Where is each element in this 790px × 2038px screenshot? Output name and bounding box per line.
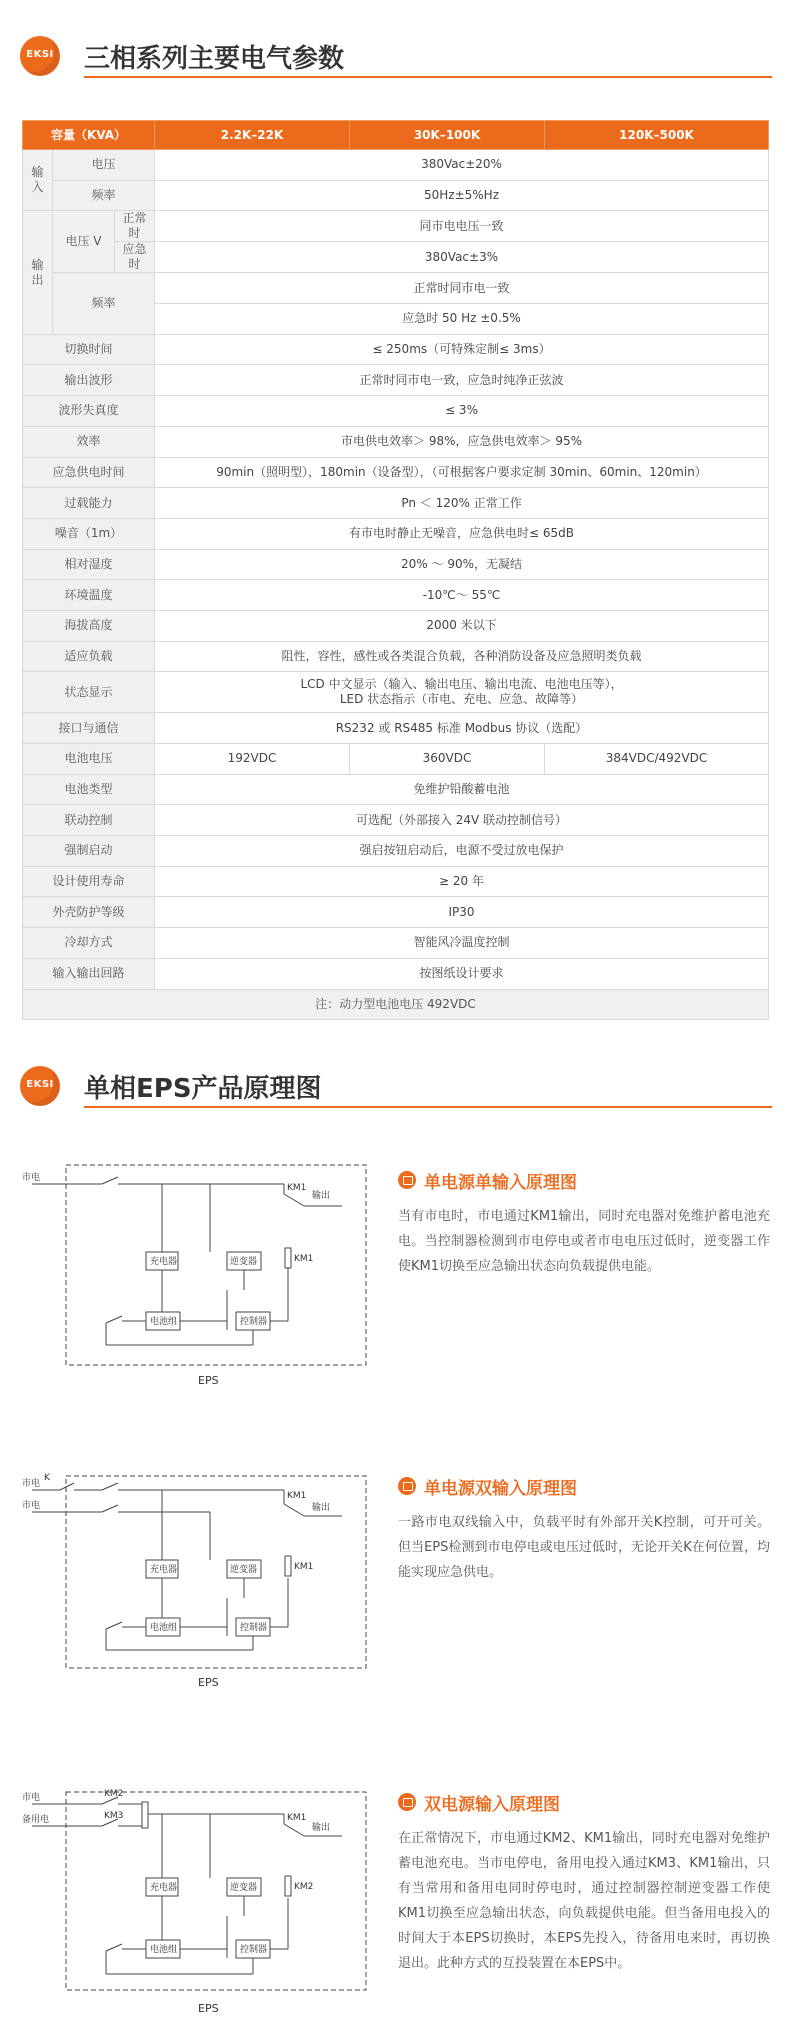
switch-contact	[106, 1316, 122, 1323]
table-row	[23, 273, 769, 304]
label-charger: 充电器	[150, 1565, 178, 1575]
row-value: 正常时同市电一致	[155, 273, 769, 304]
row-label: 联动控制	[23, 805, 155, 836]
row-value: 可选配（外部接入 24V 联动控制信号）	[155, 805, 769, 836]
row-value: 50Hz±5%Hz	[155, 180, 769, 211]
label-controller: 控制器	[240, 1945, 268, 1955]
output-group-label: 输出	[23, 211, 53, 334]
row-value: ≥ 20 年	[155, 866, 769, 897]
transfer-box	[142, 1802, 148, 1828]
table-row	[23, 211, 769, 242]
table-row	[23, 242, 769, 273]
table-row	[23, 928, 769, 959]
row-label: 相对湿度	[23, 549, 155, 580]
row-label: 电池类型	[23, 774, 155, 805]
table-row	[23, 150, 769, 181]
document-icon	[398, 1477, 416, 1495]
row-value: 应急时 50 Hz ±0.5%	[155, 304, 769, 335]
row-label: 过载能力	[23, 488, 155, 519]
document-icon	[398, 1793, 416, 1811]
row-value: 380Vac±20%	[155, 150, 769, 181]
row-value: RS232 或 RS485 标准 Modbus 协议（选配）	[155, 713, 769, 744]
label-km1: KM1	[287, 1491, 307, 1501]
switch-contact	[102, 1177, 118, 1184]
table-row	[23, 672, 769, 713]
label-output: 输出	[312, 1191, 331, 1201]
label-km2-coil: KM2	[294, 1882, 314, 1892]
table-row	[23, 457, 769, 488]
row-value: 阻性，容性，感性或各类混合负载，各种消防设备及应急照明类负载	[155, 641, 769, 672]
label-controller: 控制器	[240, 1317, 268, 1327]
row-label: 效率	[23, 426, 155, 457]
description-header	[398, 1790, 770, 1816]
row-label: 波形失真度	[23, 396, 155, 427]
row-label: 外壳防护等级	[23, 897, 155, 928]
row-label: 状态显示	[23, 672, 155, 713]
label-k: K	[44, 1473, 50, 1483]
table-row	[23, 774, 769, 805]
label-backup: 备用电	[22, 1815, 50, 1825]
table-row	[23, 365, 769, 396]
status-line-1: LCD 中文显示（输入、输出电压、输出电流、电池电压等），	[300, 677, 623, 692]
label-eps: EPS	[198, 1374, 219, 1387]
label-output: 输出	[312, 1823, 331, 1833]
km1-contact	[284, 1824, 304, 1836]
label-controller: 控制器	[240, 1623, 268, 1633]
row-value: 按图纸设计要求	[155, 958, 769, 989]
description-title: 单电源双输入原理图	[424, 1479, 577, 1499]
diagram-description	[398, 1790, 770, 1976]
section-header-params	[20, 34, 772, 78]
km1-contact	[284, 1504, 304, 1516]
label-battery: 电池组	[150, 1317, 178, 1327]
switch-contact	[102, 1505, 118, 1512]
table-header-row	[23, 121, 769, 150]
diagram-description	[398, 1168, 770, 1279]
label-mains: 市电	[22, 1173, 41, 1183]
row-label: 应急供电时间	[23, 457, 155, 488]
row-label: 接口与通信	[23, 713, 155, 744]
table-row	[23, 610, 769, 641]
diagram-single-source-dual-input	[22, 1468, 367, 1708]
schematic-1	[22, 1160, 367, 1400]
km1-coil	[285, 1248, 291, 1268]
row-value: 强启按钮启动后，电源不受过放电保护	[155, 836, 769, 867]
row-value: 正常时同市电一致，应急时纯净正弦波	[155, 365, 769, 396]
header-capacity: 容量（KVA）	[23, 121, 155, 150]
row-label: 海拔高度	[23, 610, 155, 641]
row-value: 90min（照明型），180min（设备型），（可根据客户要求定制 30min、60min、120min）	[155, 457, 769, 488]
label-inverter: 逆变器	[230, 1257, 258, 1267]
document-icon	[398, 1171, 416, 1189]
status-line-2: LED 状态指示（市电、充电、应急、故障等）	[339, 692, 584, 707]
label-km1: KM1	[287, 1813, 307, 1823]
switch-contact	[106, 1622, 122, 1629]
label-km1: KM1	[287, 1183, 307, 1193]
label-km2: KM2	[104, 1789, 124, 1799]
row-sublabel: 应急时	[115, 242, 155, 273]
section-rule	[84, 1106, 772, 1108]
table-row	[23, 549, 769, 580]
row-label: 电池电压	[23, 744, 155, 775]
switch-contact	[102, 1483, 118, 1490]
row-value: 有市电时静止无噪音，应急供电时≤ 65dB	[155, 518, 769, 549]
row-value: ≤ 3%	[155, 396, 769, 427]
row-value: 192VDC	[155, 744, 350, 775]
row-value: 20% ～ 90%，无凝结	[155, 549, 769, 580]
label-mains: 市电	[22, 1793, 41, 1803]
table-row	[23, 580, 769, 611]
row-label: 频率	[53, 180, 155, 211]
table-note: 注：动力型电池电压 492VDC	[23, 989, 769, 1020]
description-text: 在正常情况下，市电通过KM2、KM1输出，同时充电器对免维护蓄电池充电。当市电停电，备用电投入通过KM3、KM1输出，只有当常用和备用电同时停电时，通过控制器控制逆变器工作使KM1切换至应急输出状态，向负载提供电能。但当备用电投入的时间大于本EPS切换时，本EPS先投入，待备用电来时，再切换退出。此种方式的互投装置在本EPS中。	[398, 1831, 770, 1971]
row-value: 2000 米以下	[155, 610, 769, 641]
row-value: Pn ＜ 120% 正常工作	[155, 488, 769, 519]
table-row	[23, 744, 769, 775]
row-value: 384VDC/492VDC	[545, 744, 769, 775]
row-label: 频率	[53, 273, 155, 334]
description-text: 一路市电双线输入中，负载平时有外部开关K控制，可开可关。但当EPS检测到市电停电或电压过低时，无论开关K在何位置，均能实现应急供电。	[398, 1515, 770, 1580]
table-row	[23, 396, 769, 427]
row-value: 同市电电压一致	[155, 211, 769, 242]
label-battery: 电池组	[150, 1623, 178, 1633]
row-label: 电压 V	[53, 211, 115, 273]
table-row	[23, 488, 769, 519]
diagram-description	[398, 1474, 770, 1585]
row-label: 噪音（1m）	[23, 518, 155, 549]
row-value: 智能风冷温度控制	[155, 928, 769, 959]
row-value: -10℃～ 55℃	[155, 580, 769, 611]
row-value: 380Vac±3%	[155, 242, 769, 273]
section-title: 三相系列主要电气参数	[84, 44, 345, 74]
table-row	[23, 836, 769, 867]
table-row	[23, 958, 769, 989]
diagram-dual-source-input	[22, 1786, 367, 2026]
km1-coil	[285, 1556, 291, 1576]
label-km1-coil: KM1	[294, 1254, 314, 1264]
label-mains-2: 市电	[22, 1501, 41, 1511]
label-inverter: 逆变器	[230, 1565, 258, 1575]
section-title: 单相EPS产品原理图	[84, 1074, 322, 1104]
switch-k	[60, 1483, 74, 1490]
label-eps: EPS	[198, 1676, 219, 1689]
row-label: 输入输出回路	[23, 958, 155, 989]
label-battery: 电池组	[150, 1945, 178, 1955]
description-text: 当有市电时，市电通过KM1输出，同时充电器对免维护蓄电池充电。当控制器检测到市电停电或者市电电压过低时，逆变器工作使KM1切换至应急输出状态向负载提供电能。	[398, 1209, 770, 1274]
label-output: 输出	[312, 1503, 331, 1513]
description-header	[398, 1168, 770, 1194]
row-label: 电压	[53, 150, 155, 181]
table-note-row	[23, 989, 769, 1020]
row-value: IP30	[155, 897, 769, 928]
header-col-3: 120K–500K	[545, 121, 769, 150]
table-row	[23, 713, 769, 744]
description-header	[398, 1474, 770, 1500]
section-header-diagrams	[20, 1064, 772, 1108]
row-value: ≤ 250ms（可特殊定制≤ 3ms）	[155, 334, 769, 365]
row-sublabel: 正常时	[115, 211, 155, 242]
row-label: 冷却方式	[23, 928, 155, 959]
label-km1-coil: KM1	[294, 1562, 314, 1572]
row-value: 360VDC	[350, 744, 545, 775]
row-label: 输出波形	[23, 365, 155, 396]
description-title: 双电源输入原理图	[424, 1795, 560, 1815]
description-title: 单电源单输入原理图	[424, 1173, 577, 1193]
input-group-label: 输入	[23, 150, 53, 211]
table-row	[23, 866, 769, 897]
spec-table	[22, 120, 769, 1020]
label-km3: KM3	[104, 1811, 124, 1821]
label-inverter: 逆变器	[230, 1883, 258, 1893]
table-row	[23, 180, 769, 211]
table-row	[23, 805, 769, 836]
row-label: 设计使用寿命	[23, 866, 155, 897]
label-mains: 市电	[22, 1479, 41, 1489]
row-label: 强制启动	[23, 836, 155, 867]
label-charger: 充电器	[150, 1883, 178, 1893]
table-row	[23, 334, 769, 365]
section-rule	[84, 76, 772, 78]
header-col-1: 2.2K–22K	[155, 121, 350, 150]
brand-logo: EKSI	[20, 1066, 60, 1106]
row-label: 环境温度	[23, 580, 155, 611]
row-value: 免维护铅酸蓄电池	[155, 774, 769, 805]
schematic-3	[22, 1786, 367, 2026]
label-charger: 充电器	[150, 1257, 178, 1267]
row-label: 切换时间	[23, 334, 155, 365]
table-row	[23, 641, 769, 672]
diagram-single-source-single-input	[22, 1160, 367, 1400]
label-eps: EPS	[198, 2002, 219, 2015]
row-value	[155, 672, 769, 713]
schematic-2	[22, 1468, 367, 1708]
table-row	[23, 518, 769, 549]
row-value: 市电供电效率＞ 98%，应急供电效率＞ 95%	[155, 426, 769, 457]
header-col-2: 30K–100K	[350, 121, 545, 150]
table-row	[23, 426, 769, 457]
switch-contact	[106, 1944, 122, 1951]
table-row	[23, 897, 769, 928]
brand-logo: EKSI	[20, 36, 60, 76]
row-label: 适应负载	[23, 641, 155, 672]
km1-contact	[284, 1194, 304, 1206]
km2-coil	[285, 1876, 291, 1896]
